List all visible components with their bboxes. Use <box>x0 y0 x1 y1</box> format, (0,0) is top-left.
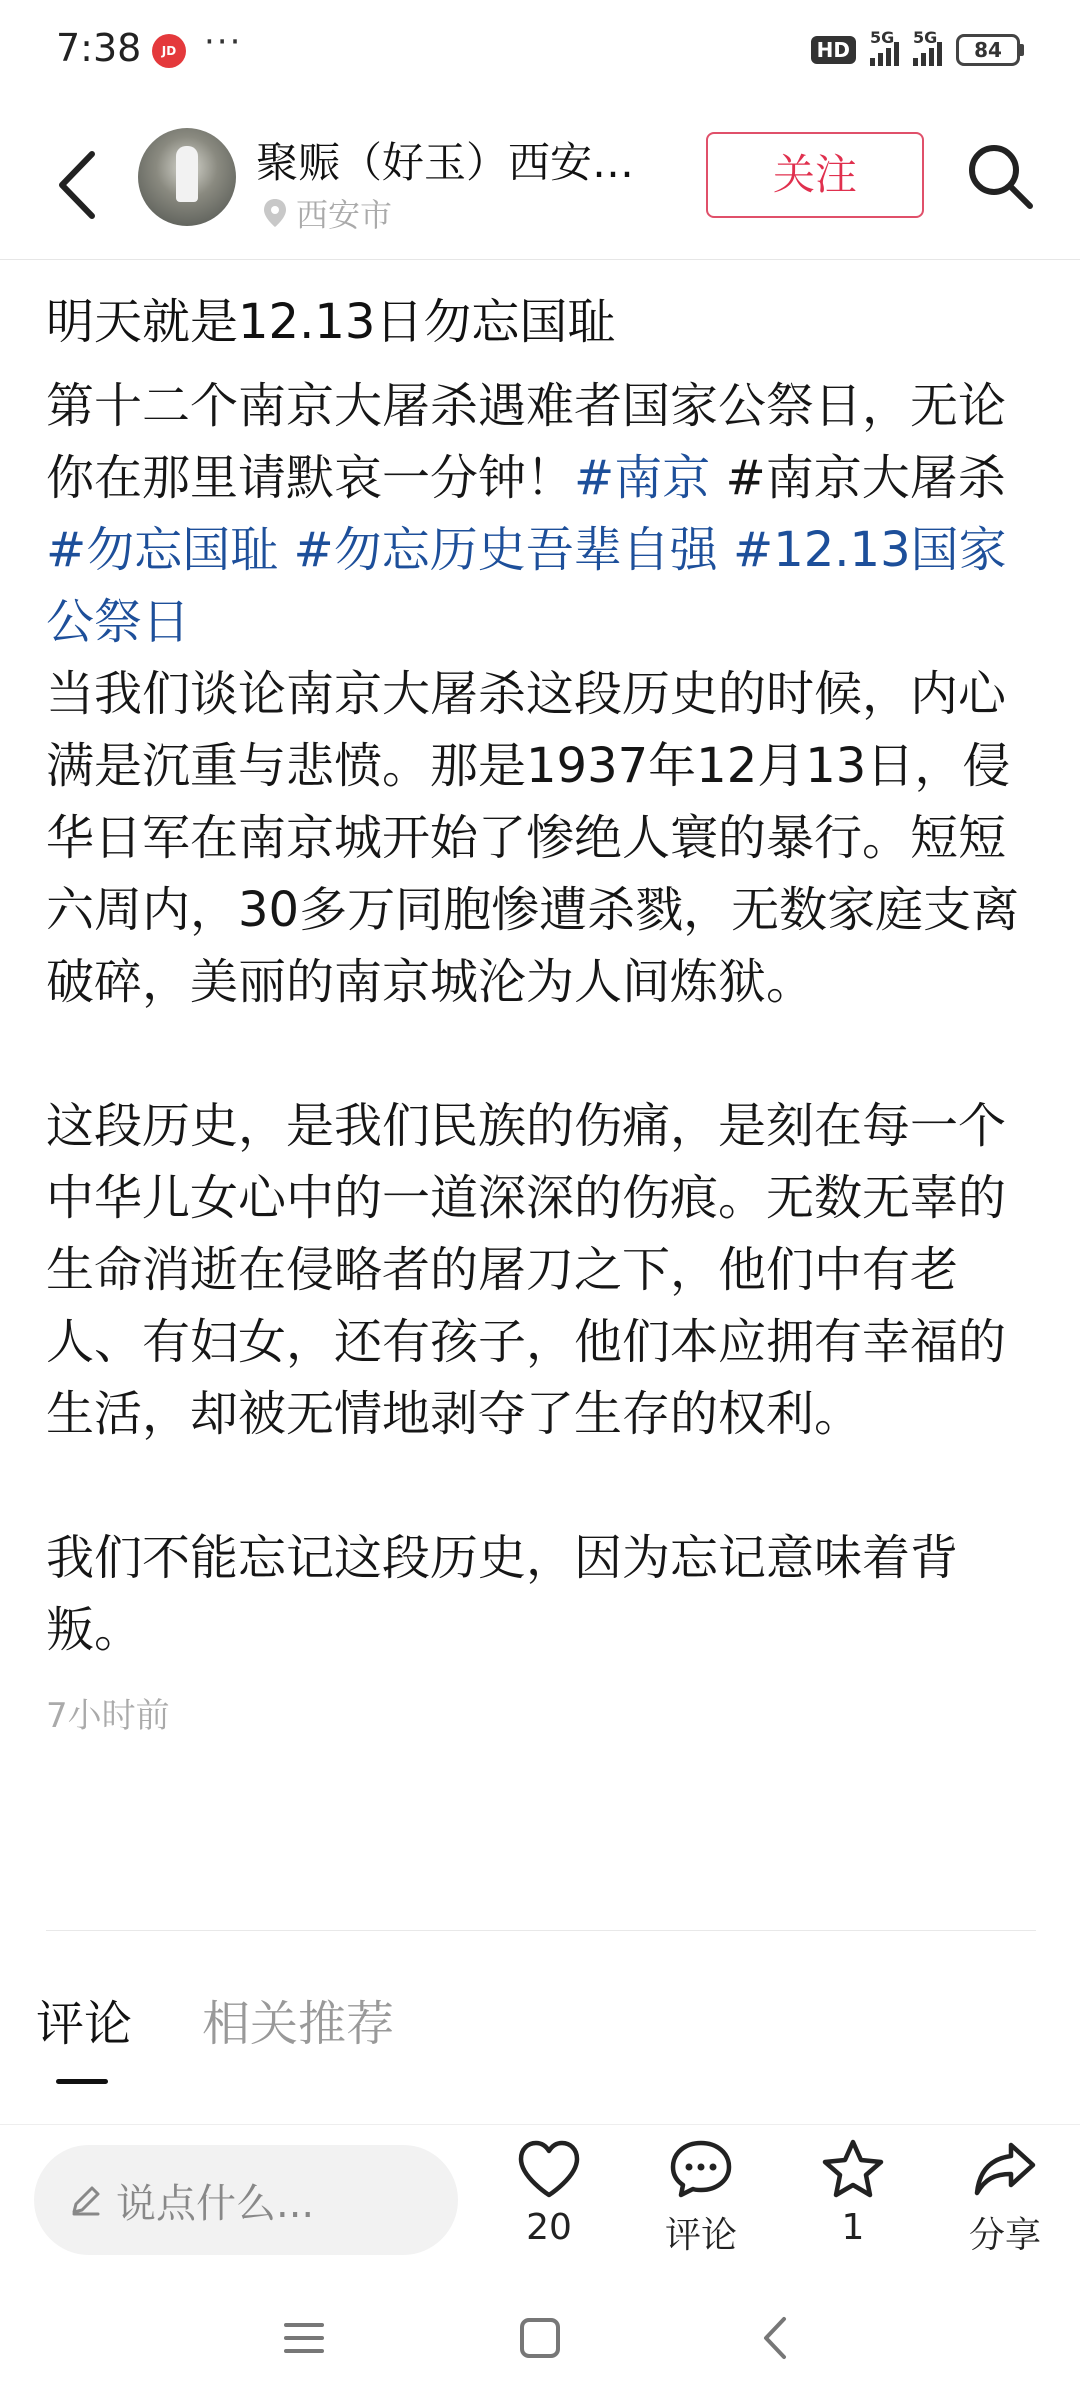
post-body <box>46 370 1036 1666</box>
battery-icon <box>956 34 1024 66</box>
share-button[interactable] <box>940 2137 1070 2258</box>
favorite-count: 1 <box>841 2207 865 2248</box>
tab-comments[interactable]: 评论 <box>36 1985 132 2084</box>
content-divider <box>46 1930 1036 1931</box>
status-indicators <box>811 30 1024 70</box>
post-paragraph-1: 当我们谈论南京大屠杀这段历史的时候，内心满是沉重与悲愤。那是1937年12月13日，侵华日军在南京城开始了惨绝人寰的暴行。短短六周内，30多万同胞惨遭杀戮，无数家庭支离破碎，美丽的南京城沦为人间炼狱。 <box>46 666 1020 1010</box>
comment-input[interactable] <box>34 2145 458 2255</box>
author-name[interactable]: 聚赈（好玉）西安… <box>256 138 635 187</box>
status-time: 7:38 <box>56 26 142 70</box>
action-bar <box>0 2125 1080 2275</box>
comment-icon <box>667 2137 735 2201</box>
search-icon[interactable] <box>960 136 1040 216</box>
post-header <box>0 110 1080 260</box>
nav-back-icon[interactable] <box>736 2303 816 2373</box>
comment-tabs <box>36 1985 394 2084</box>
hashtag-link[interactable]: #南京 <box>574 450 711 506</box>
location-pin-icon <box>262 197 288 229</box>
system-nav-bar <box>0 2275 1080 2400</box>
share-icon <box>971 2137 1039 2201</box>
back-icon[interactable] <box>48 140 108 230</box>
menu-icon[interactable] <box>264 2303 344 2373</box>
post-timestamp: 7小时前 <box>46 1696 170 1736</box>
heart-icon <box>515 2137 583 2201</box>
post-title: 明天就是12.13日勿忘国耻 <box>46 294 616 350</box>
signal-1-label: 5G <box>870 28 895 47</box>
more-notifications-icon: ··· <box>204 22 243 62</box>
like-button[interactable] <box>484 2137 614 2248</box>
jd-notification-icon: JD <box>152 34 186 68</box>
comment-label: 评论 <box>664 2215 737 2256</box>
post-paragraph-3: 我们不能忘记这段历史，因为忘记意味着背叛。 <box>46 1530 959 1658</box>
home-icon[interactable] <box>500 2303 580 2373</box>
hashtag-link[interactable]: #勿忘历史吾辈自强 <box>293 522 718 578</box>
author-location <box>262 190 392 236</box>
share-label: 分享 <box>968 2215 1041 2256</box>
favorite-button[interactable] <box>788 2137 918 2248</box>
star-icon <box>819 2137 887 2201</box>
post-intro: 第十二个南京大屠杀遇难者国家公祭日，无论你在那里请默哀一分钟！ <box>46 378 1007 506</box>
hd-network-icon: HD <box>811 36 856 64</box>
comment-input-placeholder: 说点什么... <box>116 2180 315 2227</box>
post-intro-paragraph <box>46 370 1036 658</box>
like-count: 20 <box>526 2207 572 2248</box>
location-text: 西安市 <box>296 196 393 234</box>
status-bar <box>0 0 1080 100</box>
tab-related[interactable]: 相关推荐 <box>202 1996 395 2052</box>
comment-button[interactable] <box>636 2137 766 2258</box>
signal-icon-1 <box>870 28 899 66</box>
signal-2-label: 5G <box>913 28 938 47</box>
hashtag-link[interactable]: #勿忘国耻 <box>46 522 279 578</box>
avatar[interactable] <box>138 128 236 226</box>
post-paragraph-2: 这段历史，是我们民族的伤痛，是刻在每一个中华儿女心中的一道深深的伤痕。无数无辜的生命消逝在侵略者的屠刀之下，他们中有老人、有妇女，还有孩子，他们本应拥有幸福的生活，却被无情地剥夺了生存的权利。 <box>46 1098 1007 1442</box>
signal-icon-2 <box>913 28 942 66</box>
hashtag-link[interactable]: #12.13国家公祭日 <box>46 522 1007 650</box>
battery-level: 84 <box>956 34 1020 66</box>
follow-button[interactable]: 关注 <box>706 132 924 218</box>
post-content <box>46 280 1036 1737</box>
pencil-icon <box>68 2182 104 2218</box>
hashtag-plain: #南京大屠杀 <box>725 450 1006 506</box>
